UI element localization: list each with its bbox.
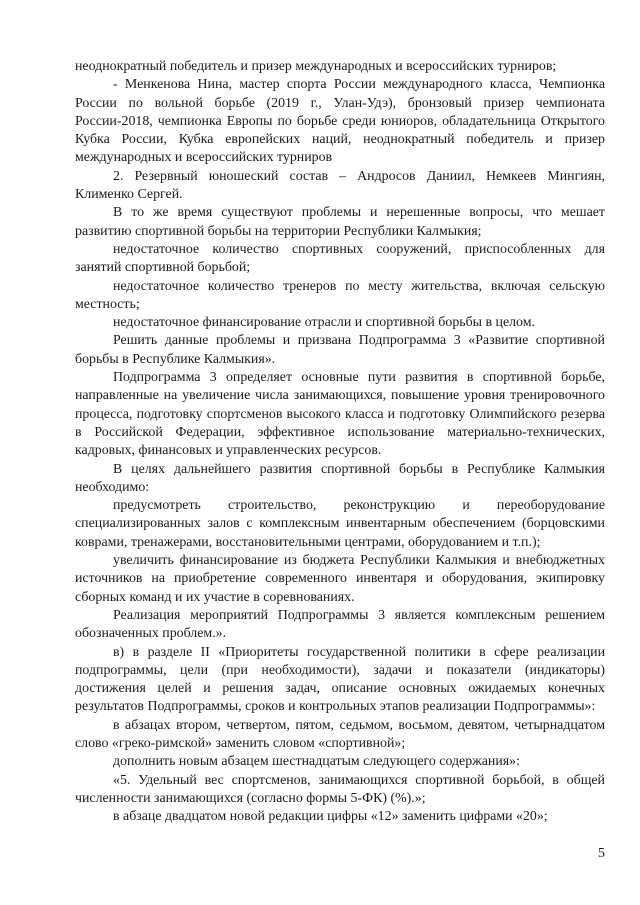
paragraph-word-replace: в абзацах втором, четвертом, пятом, седьмом, восьмом, девятом, четырнадцатом слово «греко-римской» заменить словом «спортивной»; [75, 717, 605, 751]
paragraph-indicator-five: «5. Удельный вес спортсменов, занимающихся спортивной борьбой, в общей численности занимающихся (согласно формы 5-ФК) (%).»; [75, 772, 605, 806]
paragraph-add-new: дополнить новым абзацем шестнадцатым следующего содержания»: [113, 754, 520, 770]
paragraph-facilities: недостаточное количество спортивных сооружений, приспособленных для занятий спортивной борьбой; [75, 241, 605, 276]
paragraph-subprogram-purpose: Решить данные проблемы и призвана Подпрограмма 3 «Развитие спортивной борьбы в Республике Калмыкия». [75, 333, 605, 367]
paragraph-menkenova: - Менкенова Нина, мастер спорта России международного класса, Чемпионка России по вольной борьбе (2019 г., Улан-Удэ), бронзовый призер чемпионата России-2018, чемпионка Европы по борьбе среди юниоров, обладательница Открытого Кубка России, Кубка европейских наций, неоднократный победитель и призер международных и всероссийских турниров [75, 77, 605, 166]
paragraph-subprogram-paths: Подпрограмма 3 определяет основные пути развития в спортивной борьбе, направленные на увеличение числа занимающихся, повышение уровня тренировочного процесса, подготовку спортсменов высокого класса и подготовку Олимпийского резерва в Российской Федерации, эффективное использование материально-технических, кадровых, финансовых и управленческих ресурсов. [75, 370, 605, 459]
paragraph-number-replace: в абзаце двадцатом новой редакции цифры «12» заменить цифрами «20»; [113, 809, 548, 825]
document-body [75, 58, 605, 826]
paragraph-financing: увеличить финансирование из бюджета Республики Калмыкия и внебюджетных источников на приобретение современного инвентаря и оборудования, экипировку сборных команд и их участие в соревнованиях. [75, 553, 605, 605]
paragraph-implementation: Реализация мероприятий Подпрограммы 3 является комплексным решением обозначенных проблем.». [75, 607, 605, 642]
paragraph-section-two: в) в разделе II «Приоритеты государственной политики в сфере реализации подпрограммы, цели (при необходимости), задачи и показатели (индикаторы) достижения целей и решения задач, описание основных ожидаемых конечных результатов Подпрограммы, сроков и контрольных этапов реализации Подпрограммы»: [75, 644, 605, 715]
paragraph-continuation: неоднократный победитель и призер международных и всероссийских турниров; [75, 59, 557, 74]
paragraph-coaches: недостаточное количество тренеров по месту жительства, включая сельскую местность; [75, 278, 605, 312]
paragraph-necessary: В целях дальнейшего развития спортивной борьбы в Республике Калмыкия необходимо: [75, 461, 605, 495]
paragraph-reserve-squad: 2. Резервный юношеский состав – Андросов Даниил, Немкеев Мингиян, Клименко Сергей. [75, 168, 605, 203]
paragraph-funding: недостаточное финансирование отрасли и спортивной борьбы в целом. [113, 315, 535, 331]
paragraph-problems: В то же время существуют проблемы и нерешенные вопросы, что мешает развитию спортивной борьбы на территории Республики Калмыкия; [75, 205, 605, 239]
page-number: 5 [598, 846, 605, 861]
paragraph-construction: предусмотреть строительство, реконструкцию и переоборудование специализированных залов с комплексным инвентарным обеспечением (борцовскими коврами, тренажерами, восстановительными центрами, оборудованием и т.п.); [75, 498, 605, 550]
